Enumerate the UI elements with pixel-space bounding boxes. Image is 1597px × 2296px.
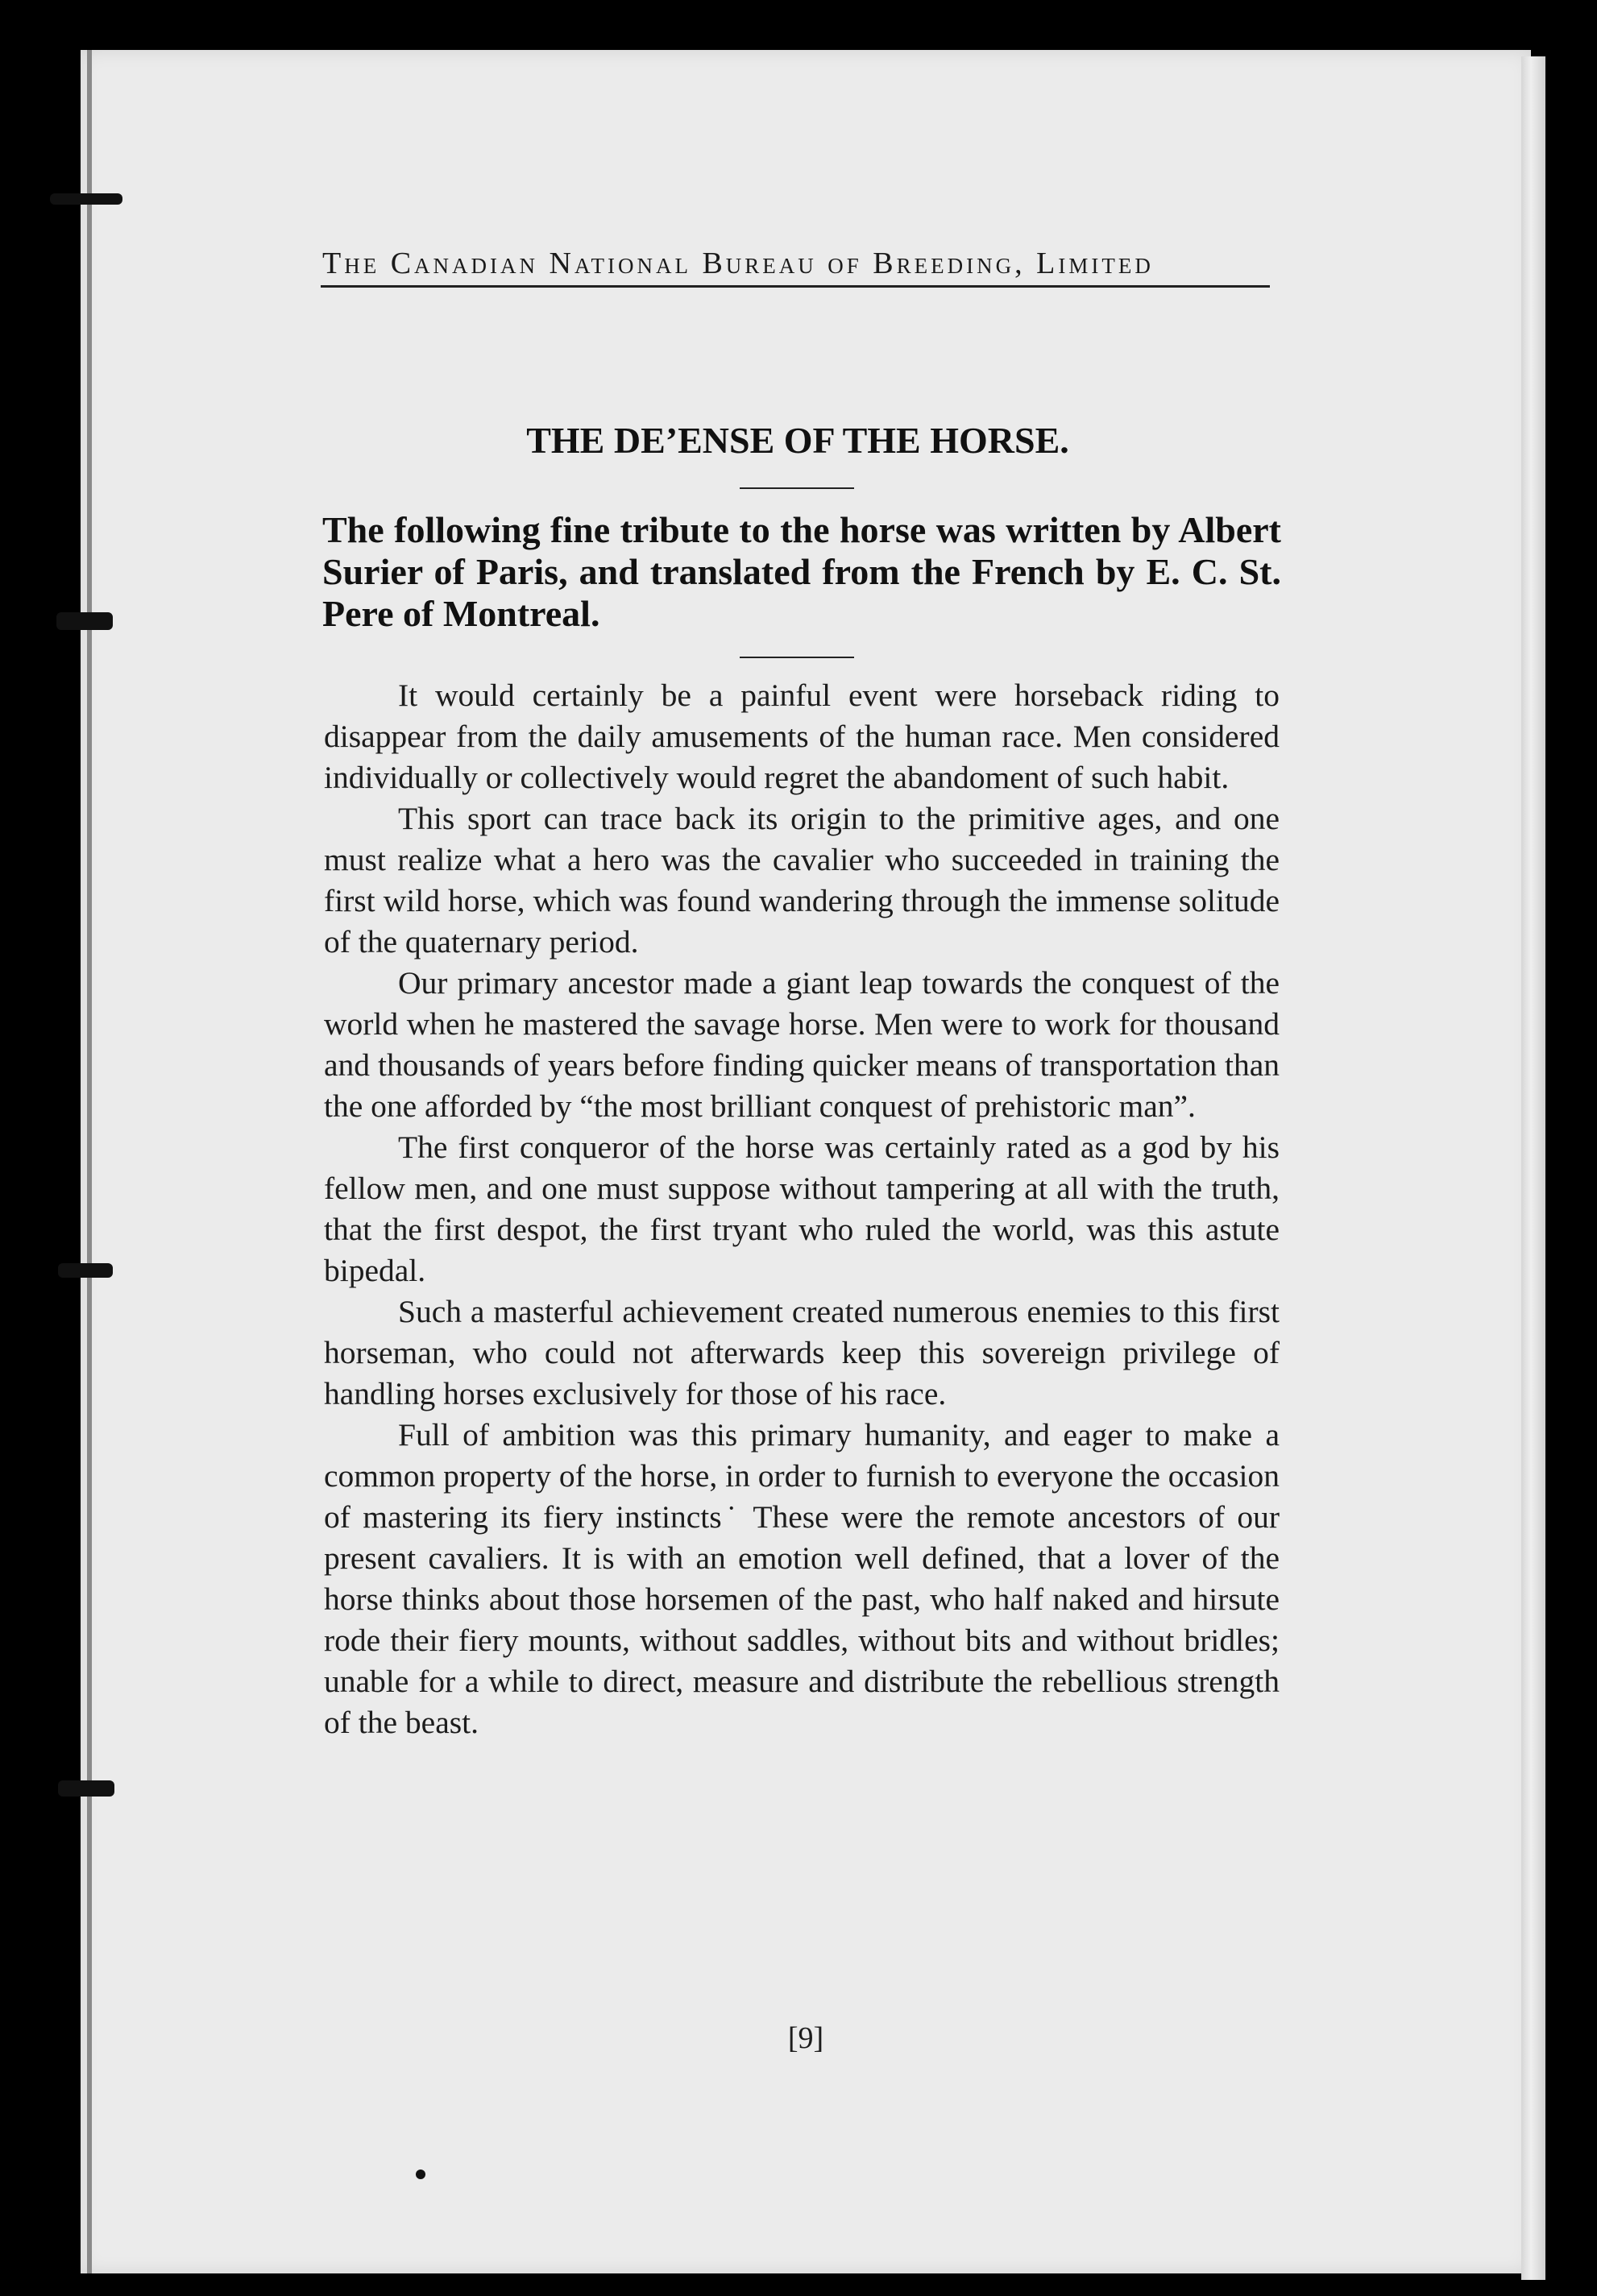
subtitle-rule	[740, 657, 854, 658]
binding-staple	[56, 612, 113, 630]
paragraph: Our primary ancestor made a giant leap towards the conquest of the world when he mastered the savage horse. Men were to work for thousand and thousands of years before finding quicker means of transportation than the one afforded by “the most brilliant conquest of prehistoric man”.	[324, 965, 1280, 1124]
page-number: [9]	[787, 2021, 824, 2055]
ink-dot	[416, 2170, 425, 2179]
binding-staple	[50, 193, 122, 205]
binding-staple	[58, 1263, 113, 1278]
paragraph: Full of ambition was this primary humanity, and eager to make a common property of the horse, in order to furnish to everyone the occasion of mastering its fiery instincts˙ These were the remote ancestors of our present cavaliers. It is with an emotion well defined, that a lover of the horse thinks about those horsemen of the past, who half naked and hirsute rode their fiery mounts, without saddles, without bits and without bridles; unable for a while to direct, measure and distribute the rebellious strength of the beast.	[324, 1417, 1280, 1740]
title-rule	[740, 487, 854, 489]
running-header: The Canadian National Bureau of Breeding, Limited	[322, 247, 1154, 280]
page-edge	[1521, 56, 1545, 2280]
paragraph: It would certainly be a painful event were horseback riding to disappear from the daily amusements of the human race. Men considered individually or collectively would regret the abandoment of such habit.	[324, 678, 1280, 795]
article-subtitle: The following fine tribute to the horse was written by Albert Surier of Paris, and translated from the French by E. C. St. Pere of Montreal.	[322, 509, 1281, 634]
binding-staple	[58, 1780, 114, 1797]
paragraph: The first conqueror of the horse was certainly rated as a god by his fellow men, and one must suppose without tampering at all with the truth, that the first despot, the first tryant who ruled the world, was this astute bipedal.	[324, 1129, 1280, 1288]
paragraph: Such a masterful achievement created numerous enemies to this first horseman, who could not afterwards keep this sovereign privilege of handling horses exclusively for those of his race.	[324, 1294, 1280, 1411]
article-title: THE DE’ENSE OF THE HORSE.	[526, 420, 1069, 461]
binding-edge	[87, 50, 92, 2273]
paragraph: This sport can trace back its origin to the primitive ages, and one must realize what a hero was the cavalier who succeeded in training the first wild horse, which was found wandering through the immense solitude of the quaternary period.	[324, 801, 1280, 959]
header-rule	[321, 285, 1270, 288]
article-body	[324, 675, 1280, 1743]
